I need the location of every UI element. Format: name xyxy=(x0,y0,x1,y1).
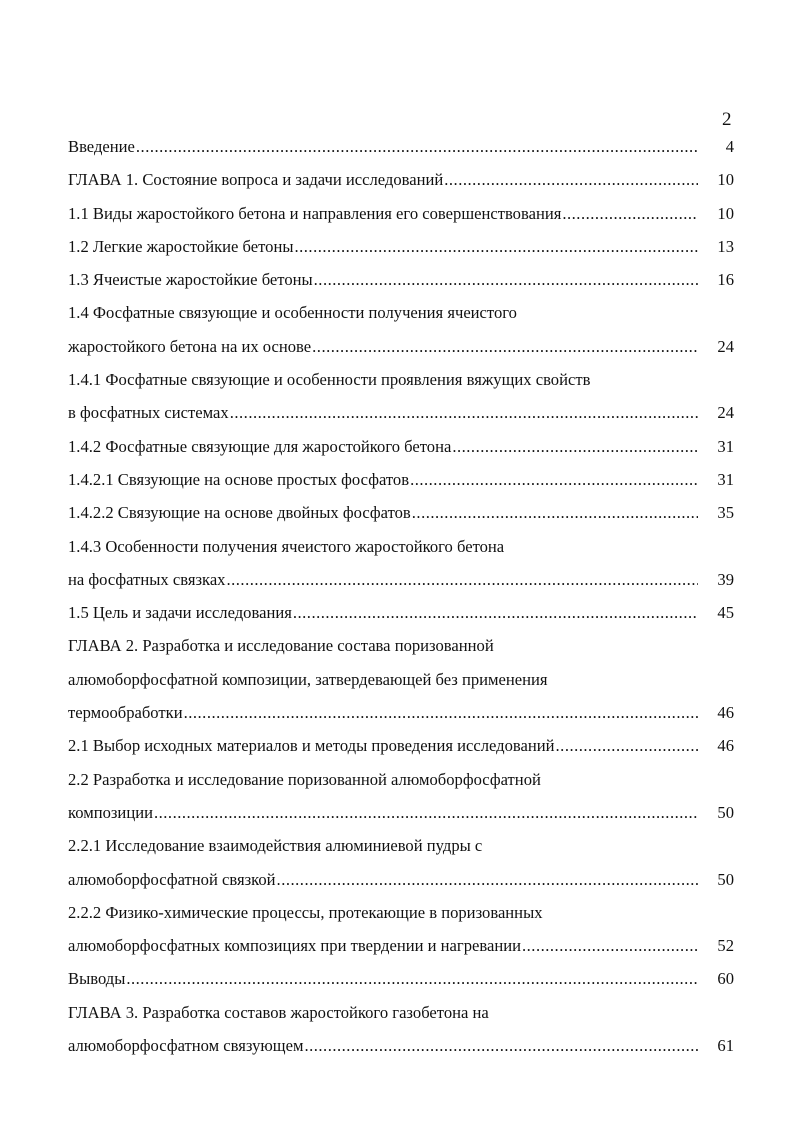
toc-title: ГЛАВА 2. Разработка и исследование состава поризованной xyxy=(68,636,494,656)
toc-title: термообработки xyxy=(68,703,183,723)
toc-leader xyxy=(452,430,698,463)
toc-page: 46 xyxy=(717,703,734,723)
toc-entry xyxy=(68,463,734,496)
toc-entry-continued xyxy=(68,896,734,929)
toc-title: ГЛАВА 1. Состояние вопроса и задачи исследований xyxy=(68,170,444,190)
toc-entry xyxy=(68,962,734,995)
toc-title: 1.4.2 Фосфатные связующие для жаростойкого бетона xyxy=(68,436,452,456)
toc-leader xyxy=(277,863,698,896)
toc-entry-continued xyxy=(68,296,734,329)
toc-entry xyxy=(68,696,734,729)
toc-page: 45 xyxy=(717,603,734,623)
toc-leader xyxy=(126,962,698,995)
toc-page: 52 xyxy=(717,936,734,956)
toc-page: 31 xyxy=(717,469,734,489)
toc-page: 13 xyxy=(717,236,734,256)
toc-page: 60 xyxy=(717,969,734,989)
toc-page: 10 xyxy=(717,170,734,190)
toc-entry xyxy=(68,563,734,596)
toc-title: алюмоборфосфатной композиции, затвердевающей без применения xyxy=(68,669,548,689)
toc-leader xyxy=(410,463,698,496)
toc-leader xyxy=(562,197,698,230)
toc-title: 1.4 Фосфатные связующие и особенности получения ячеистого xyxy=(68,303,517,323)
toc-title: алюмоборфосфатной связкой xyxy=(68,869,276,889)
toc-page: 10 xyxy=(717,203,734,223)
toc-entry xyxy=(68,596,734,629)
toc-title: 1.4.2.2 Связующие на основе двойных фосфатов xyxy=(68,503,411,523)
toc-page: 61 xyxy=(717,1036,734,1056)
toc-title: алюмоборфосфатном связующем xyxy=(68,1036,304,1056)
toc-leader xyxy=(312,330,698,363)
toc-entry xyxy=(68,230,734,263)
toc-entry xyxy=(68,729,734,762)
toc-leader xyxy=(230,396,698,429)
toc-leader xyxy=(184,696,698,729)
toc-entry-continued xyxy=(68,363,734,396)
toc-page: 16 xyxy=(717,270,734,290)
toc-page: 35 xyxy=(717,503,734,523)
toc-leader xyxy=(293,596,698,629)
toc-entry xyxy=(68,130,734,163)
toc-entry xyxy=(68,163,734,196)
toc-title: 1.3 Ячеистые жаростойкие бетоны xyxy=(68,270,313,290)
toc-entry xyxy=(68,263,734,296)
toc-leader xyxy=(136,130,698,163)
toc-page: 31 xyxy=(717,436,734,456)
toc-title: 1.1 Виды жаростойкого бетона и направления его совершенствования xyxy=(68,203,562,223)
toc-entry-continued xyxy=(68,996,734,1029)
toc-title: композиции xyxy=(68,802,153,822)
toc-entry xyxy=(68,430,734,463)
toc-leader xyxy=(314,263,698,296)
toc-title: 2.2.1 Исследование взаимодействия алюминиевой пудры с xyxy=(68,836,483,856)
toc-page: 4 xyxy=(725,137,734,156)
toc-title: 1.4.3 Особенности получения ячеистого жаростойкого бетона xyxy=(68,536,505,556)
toc-title: 1.2 Легкие жаростойкие бетоны xyxy=(68,236,294,256)
toc-title: алюмоборфосфатных композициях при твердении и нагревании xyxy=(68,936,521,956)
toc-title: в фосфатных системах xyxy=(68,403,229,423)
toc-entry xyxy=(68,330,734,363)
toc-entry xyxy=(68,396,734,429)
toc-page: 50 xyxy=(717,802,734,822)
toc-title: 1.5 Цель и задачи исследования xyxy=(68,603,292,623)
toc-title: ГЛАВА 3. Разработка составов жаростойкого газобетона на xyxy=(68,1002,489,1022)
toc-leader xyxy=(556,729,698,762)
toc-leader xyxy=(522,929,698,962)
toc-leader xyxy=(154,796,698,829)
toc-entry-continued xyxy=(68,530,734,563)
toc-entry-continued xyxy=(68,629,734,662)
toc-page: 39 xyxy=(717,569,734,589)
toc-page: 24 xyxy=(717,336,734,356)
toc-entry-continued xyxy=(68,663,734,696)
toc-title: 2.1 Выбор исходных материалов и методы проведения исследований xyxy=(68,736,555,756)
toc-entry xyxy=(68,1029,734,1062)
toc-title: 1.4.2.1 Связующие на основе простых фосфатов xyxy=(68,469,410,489)
toc-entry-continued xyxy=(68,763,734,796)
toc-entry xyxy=(68,863,734,896)
toc-title: на фосфатных связках xyxy=(68,569,226,589)
toc-leader xyxy=(226,563,698,596)
toc-page: 24 xyxy=(717,403,734,423)
toc-page: 46 xyxy=(717,736,734,756)
toc-title: 2.2.2 Физико-химические процессы, протекающие в поризованных xyxy=(68,902,543,922)
toc-page: 50 xyxy=(717,869,734,889)
toc-leader xyxy=(294,230,698,263)
toc-title: Введение xyxy=(68,137,135,156)
table-of-contents xyxy=(68,130,734,1062)
toc-leader xyxy=(304,1029,698,1062)
toc-title: 1.4.1 Фосфатные связующие и особенности проявления вяжущих свойств xyxy=(68,370,591,390)
toc-title: Выводы xyxy=(68,969,126,989)
toc-entry-continued xyxy=(68,829,734,862)
toc-leader xyxy=(444,163,698,196)
toc-leader xyxy=(412,496,698,529)
toc-entry xyxy=(68,496,734,529)
page-number: 2 xyxy=(722,109,732,130)
toc-entry xyxy=(68,796,734,829)
toc-entry xyxy=(68,197,734,230)
toc-title: жаростойкого бетона на их основе xyxy=(68,336,312,356)
toc-title: 2.2 Разработка и исследование поризованной алюмоборфосфатной xyxy=(68,769,541,789)
toc-entry xyxy=(68,929,734,962)
